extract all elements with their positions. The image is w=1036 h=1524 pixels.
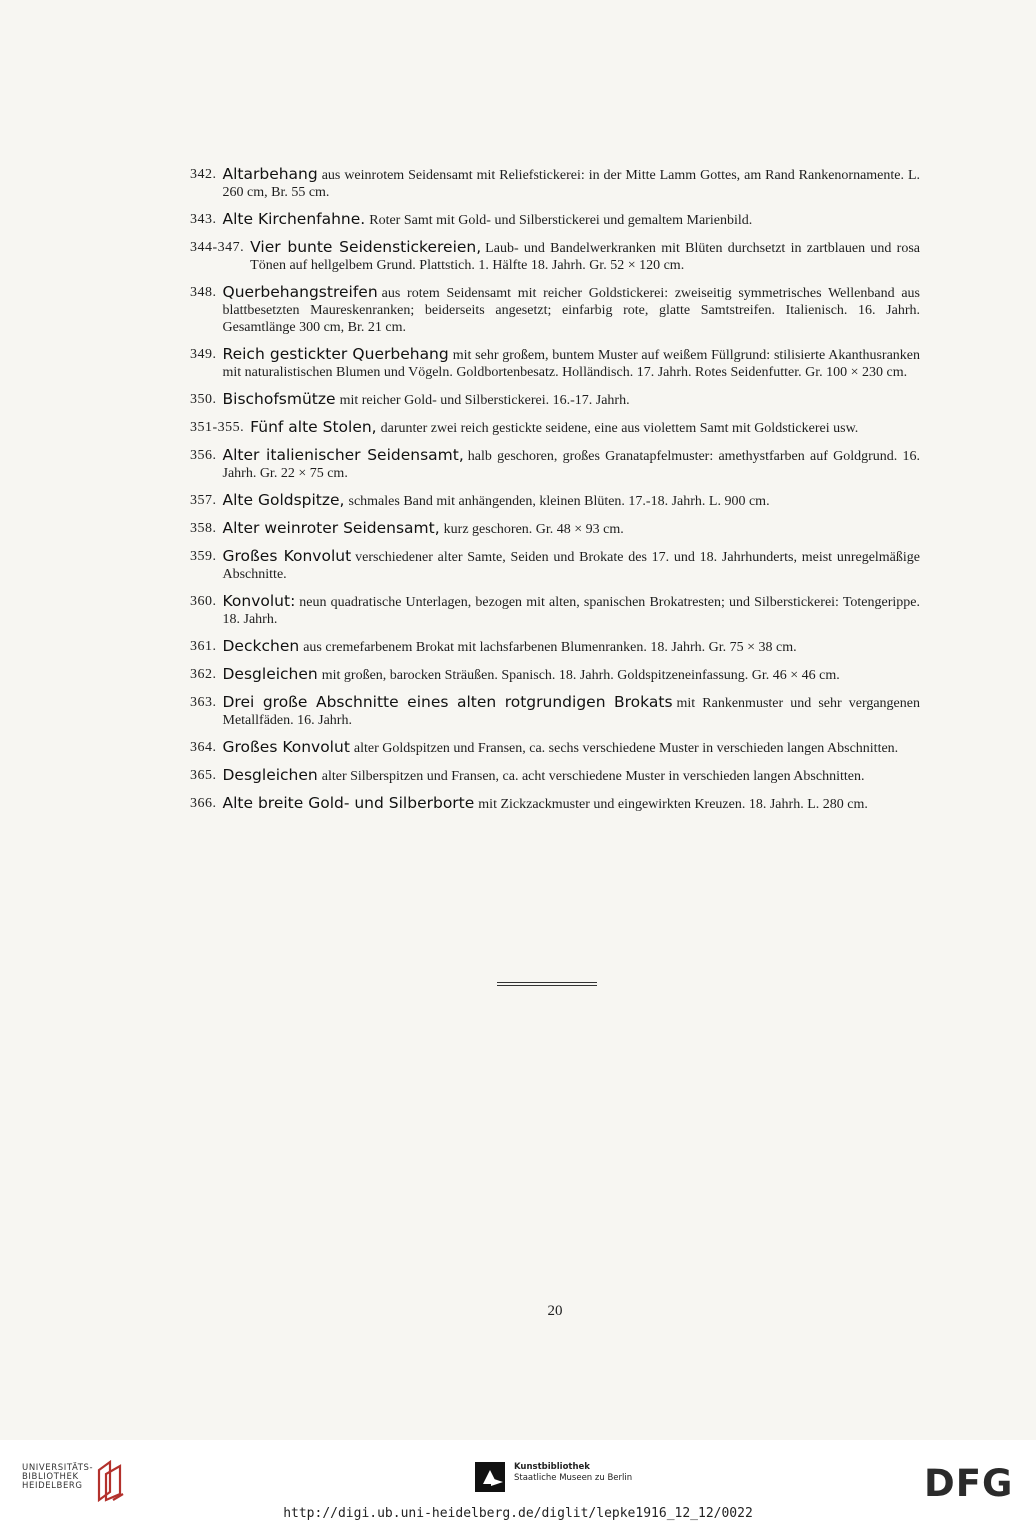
- entry-description: schmales Band mit anhängenden, kleinen Blüten. 17.-18. Jahrh. L. 900 cm.: [348, 494, 770, 509]
- entry-description: mit reicher Gold- und Silberstickerei. 16.-17. Jahrh.: [339, 393, 630, 408]
- entry-heading: Großes Konvolut: [222, 738, 350, 756]
- entry-description: mit Zickzackmuster und eingewirkten Kreuzen. 18. Jahrh. L. 280 cm.: [478, 797, 868, 812]
- catalog-entry: [190, 447, 920, 482]
- catalog-entry: [190, 166, 920, 201]
- page-number: 20: [547, 1303, 563, 1319]
- entry-heading: Desgleichen: [222, 665, 318, 683]
- entry-description: alter Silberspitzen und Fransen, ca. acht verschiedene Muster in verschieden langen Abschnitten.: [321, 769, 865, 784]
- catalog-entry: [190, 694, 920, 729]
- entry-description: neun quadratische Unterlagen, bezogen mit alten, spanischen Brokatresten; und Silberstickerei: Totengerippe. 18. Jahrh.: [222, 595, 920, 627]
- catalog-entry: [190, 239, 920, 274]
- entry-number: 366.: [190, 796, 217, 811]
- entry-description: aus rotem Seidensamt mit reicher Goldstickerei: zweiseitig symmetrisches Wellenband aus blattbesetzten Maureskenranken; beiderseits angesetzt; einfarbig rote, glatte Samtstreifen. Italienisch. 16. Jahrh. Gesamtlänge 300 cm, Br. 21 cm.: [222, 286, 920, 335]
- kb-title: Kunstbibliothek: [514, 1462, 590, 1472]
- entry-body: [250, 239, 920, 274]
- catalog-entry: [190, 284, 920, 336]
- entry-heading: Bischofsmütze: [222, 390, 336, 408]
- catalog-entry: [190, 638, 920, 656]
- entry-number: 357.: [190, 493, 217, 508]
- entry-heading: Deckchen: [222, 637, 300, 655]
- kb-subtitle: Staatliche Museen zu Berlin: [514, 1473, 633, 1483]
- entry-number: 358.: [190, 521, 217, 536]
- entry-description: Roter Samt mit Gold- und Silberstickerei und gemaltem Marienbild.: [369, 213, 753, 228]
- ub-line: BIBLIOTHEK: [22, 1472, 79, 1482]
- entry-number: 343.: [190, 212, 217, 227]
- entry-body: [223, 346, 921, 381]
- entry-body: [223, 166, 921, 201]
- entry-description: mit sehr großem, buntem Muster auf weißem Füllgrund: stilisierte Akanthusranken mit naturalistischen Blumen und Vögeln. Goldbortenbesatz. Holländisch. 17. Jahrh. Rotes Seidenfutter. Gr. 100 × 230 cm.: [222, 348, 920, 380]
- entry-heading: Altarbehang: [222, 165, 318, 183]
- entry-body: [223, 492, 921, 510]
- entry-body: [223, 638, 921, 656]
- catalog-entry: [190, 419, 920, 437]
- kunstbibliothek-logo-icon: [475, 1462, 505, 1492]
- entry-number: 349.: [190, 347, 217, 362]
- catalog-entry: [190, 666, 920, 684]
- entry-description: halb geschoren, großes Granatapfelmuster: amethystfarben auf Goldgrund. 16. Jahrh. Gr. 22 × 75 cm.: [222, 449, 920, 481]
- catalog-entry: [190, 492, 920, 510]
- entry-heading: Querbehangstreifen: [222, 283, 378, 301]
- catalog-entry: [190, 520, 920, 538]
- entry-description: aus cremefarbenem Brokat mit lachsfarbenen Blumenranken. 18. Jahrh. Gr. 75 × 38 cm.: [303, 640, 797, 655]
- entry-heading: Alte breite Gold- und Silberborte: [222, 794, 475, 812]
- dfg-logo: DFG: [924, 1462, 1014, 1505]
- entry-heading: Konvolut:: [222, 592, 296, 610]
- entry-body: [223, 391, 921, 409]
- entry-number: 356.: [190, 448, 217, 463]
- ub-heidelberg-logo-icon: [96, 1460, 126, 1502]
- permalink-url[interactable]: http://digi.ub.uni-heidelberg.de/diglit/lepke1916_12_12/0022: [283, 1506, 753, 1521]
- entry-number: 348.: [190, 285, 217, 300]
- entry-heading: Alter weinroter Seidensamt,: [222, 519, 440, 537]
- entry-heading: Vier bunte Seidenstickereien,: [250, 238, 482, 256]
- digitization-footer: [0, 1440, 1036, 1524]
- catalog-entries: [190, 166, 920, 823]
- entry-body: [223, 694, 921, 729]
- ub-line: UNIVERSITÄTS-: [22, 1463, 94, 1473]
- entry-heading: Großes Konvolut: [222, 547, 352, 565]
- entry-description: aus weinrotem Seidensamt mit Reliefstickerei: in der Mitte Lamm Gottes, am Rand Rankenornamente. L. 260 cm, Br. 55 cm.: [222, 168, 920, 200]
- catalog-entry: [190, 548, 920, 583]
- entry-heading: Reich gestickter Querbehang: [222, 345, 449, 363]
- entry-number: 362.: [190, 667, 217, 682]
- catalog-entry: [190, 767, 920, 785]
- entry-body: [223, 447, 921, 482]
- entry-description: Laub- und Bandelwerkranken mit Blüten durchsetzt in zartblauen und rosa Tönen auf hellgelbem Grund. Plattstich. 1. Hälfte 18. Jahrh. Gr. 52 × 120 cm.: [250, 241, 920, 273]
- entry-body: [223, 666, 921, 684]
- entry-heading: Alte Kirchenfahne.: [222, 210, 366, 228]
- entry-number: 364.: [190, 740, 217, 755]
- entry-description: kurz geschoren. Gr. 48 × 93 cm.: [443, 522, 624, 537]
- entry-body: [223, 520, 921, 538]
- entry-body: [223, 548, 921, 583]
- entry-body: [223, 795, 921, 813]
- entry-body: [223, 739, 921, 757]
- entry-heading: Fünf alte Stolen,: [250, 418, 377, 436]
- entry-number: 363.: [190, 695, 217, 710]
- entry-body: [223, 284, 921, 336]
- catalog-entry: [190, 795, 920, 813]
- catalog-entry: [190, 346, 920, 381]
- ub-heidelberg-name: [22, 1464, 93, 1491]
- entry-number: 361.: [190, 639, 217, 654]
- entry-number: 359.: [190, 549, 217, 564]
- ub-line: HEIDELBERG: [22, 1481, 83, 1491]
- entry-heading: Alte Goldspitze,: [222, 491, 345, 509]
- entry-body: [223, 767, 921, 785]
- entry-number: 344-347.: [190, 240, 245, 255]
- entry-description: verschiedener alter Samte, Seiden und Brokate des 17. und 18. Jahrhunderts, meist unregelmäßige Abschnitte.: [222, 550, 921, 582]
- entry-number: 365.: [190, 768, 217, 783]
- entry-description: alter Goldspitzen und Fransen, ca. sechs verschiedene Muster in verschieden langen Abschnitten.: [353, 741, 899, 756]
- entry-number: 351-355.: [190, 420, 245, 435]
- entry-number: 360.: [190, 594, 217, 609]
- entry-description: mit großen, barocken Sträußen. Spanisch. 18. Jahrh. Goldspitzeneinfassung. Gr. 46 × 46 cm.: [321, 668, 840, 683]
- entry-number: 342.: [190, 167, 217, 182]
- entry-body: [223, 593, 921, 628]
- entry-heading: Drei große Abschnitte eines alten rotgrundigen Brokats: [222, 693, 673, 711]
- entry-number: 350.: [190, 392, 217, 407]
- catalog-entry: [190, 211, 920, 229]
- entry-description: darunter zwei reich gestickte seidene, eine aus violettem Samt mit Goldstickerei usw.: [380, 421, 859, 436]
- entry-description: mit Rankenmuster und sehr vergangenen Metallfäden. 16. Jahrh.: [222, 696, 920, 728]
- kunstbibliothek-label: [514, 1462, 632, 1484]
- entry-heading: Alter italienischer Seidensamt,: [222, 446, 464, 464]
- catalog-entry: [190, 391, 920, 409]
- catalog-entry: [190, 739, 920, 757]
- entry-heading: Desgleichen: [222, 766, 318, 784]
- entry-body: [250, 419, 920, 437]
- section-divider: [497, 982, 597, 986]
- catalog-entry: [190, 593, 920, 628]
- entry-body: [223, 211, 921, 229]
